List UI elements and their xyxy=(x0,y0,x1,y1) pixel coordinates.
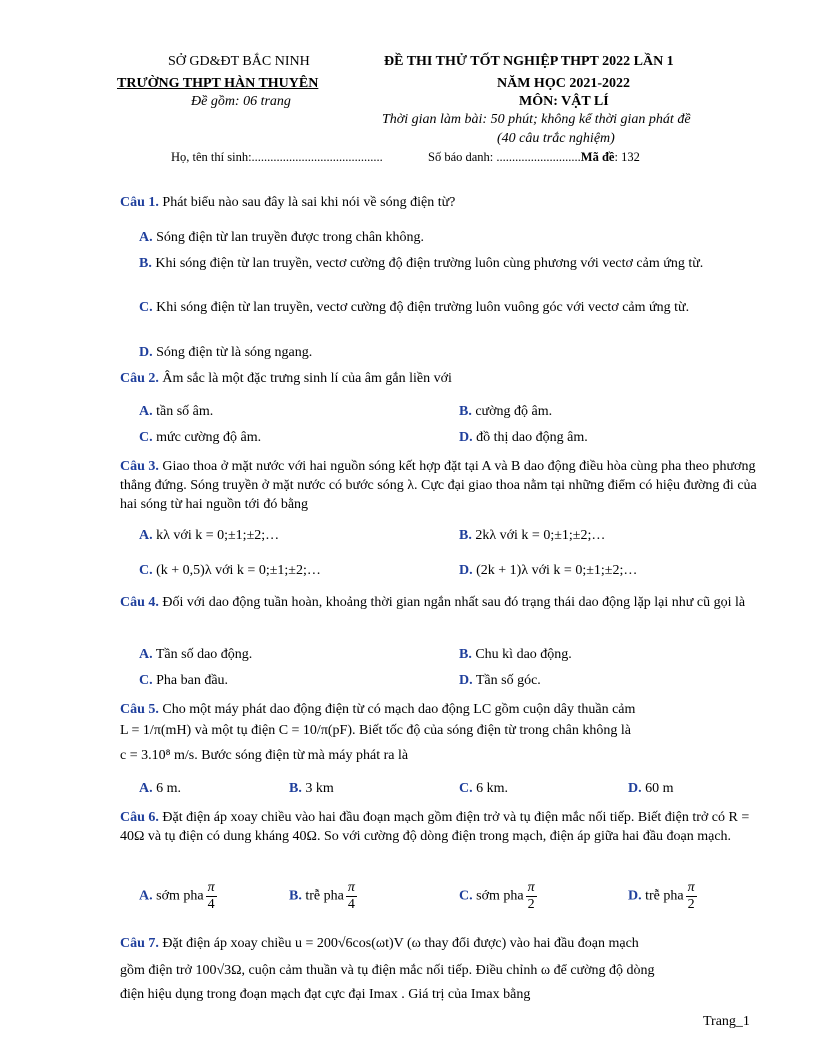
question-7-line-3: điện hiệu dụng trong đoạn mạch đạt cực đại Imax . Giá trị của Imax bằng xyxy=(120,987,531,1002)
question-6-option-b: B. trễ pha $\frac{\pi}{4}$ xyxy=(289,880,355,912)
question-1-option-a: A. Sóng điện từ lan truyền được trong chân không. xyxy=(139,230,425,245)
question-4-option-b: B. Chu kì dao động. xyxy=(459,647,572,662)
question-1-option-b: B. Khi sóng điện từ lan truyền, vectơ cường độ điện trường luôn cùng phương với vectơ cảm ứng từ. xyxy=(139,256,704,271)
question-5-line-3: c = 3.10⁸ m/s. Bước sóng điện từ mà máy phát ra là xyxy=(120,748,409,763)
question-2: Câu 2. Âm sắc là một đặc trưng sinh lí của âm gắn liền với xyxy=(120,371,452,386)
question-4-option-a: A. Tần số dao động. xyxy=(139,647,253,662)
question-1-label: Câu 1. xyxy=(120,195,159,210)
question-3-option-b: B. 2kλ với k = 0;±1;±2;… xyxy=(459,528,606,543)
pi-over-4-fraction: $\frac{\pi}{4}$ xyxy=(347,880,355,912)
question-2-option-c: C. mức cường độ âm. xyxy=(139,430,262,445)
school-year: NĂM HỌC 2021-2022 xyxy=(497,76,630,91)
question-3-option-d: D. (2k + 1)λ với k = 0;±1;±2;… xyxy=(459,563,638,578)
time-limit: Thời gian làm bài: 50 phút; không kể thời gian phát đề xyxy=(382,112,691,127)
question-6-option-a: A. sớm pha $\frac{\pi}{4}$ xyxy=(139,880,215,912)
pi-over-4-fraction: $\frac{\pi}{4}$ xyxy=(207,880,215,912)
question-4-option-c: C. Pha ban đầu. xyxy=(139,673,229,688)
question-4-option-d: D. Tần số góc. xyxy=(459,673,541,688)
question-count: (40 câu trắc nghiệm) xyxy=(497,131,615,146)
question-5-option-a: A. 6 m. xyxy=(139,781,182,796)
question-6-option-d: D. trễ pha $\frac{\pi}{2}$ xyxy=(628,880,695,912)
school-name: TRƯỜNG THPT HÀN THUYÊN xyxy=(117,76,319,91)
student-id-label: Số báo danh: ........................... xyxy=(428,150,581,164)
question-1 xyxy=(120,193,760,212)
question-7: Câu 7. Đặt điện áp xoay chiều u = 200√6cos(ωt)V (ω thay đổi được) vào hai đầu đoạn mạch xyxy=(120,936,639,951)
question-2-option-a: A. tần số âm. xyxy=(139,404,214,419)
question-5-option-d: D. 60 m xyxy=(628,781,674,796)
question-5-option-b: B. 3 km xyxy=(289,781,334,796)
question-2-option-b: B. cường độ âm. xyxy=(459,404,553,419)
exam-code-label: Mã đề xyxy=(580,150,615,164)
question-1-text: Phát biểu nào sau đây là sai khi nói về sóng điện từ? xyxy=(158,195,456,210)
page-count: Đề gồm: 06 trang xyxy=(191,94,291,109)
question-3-option-a: A. kλ với k = 0;±1;±2;… xyxy=(139,528,280,543)
question-5: Câu 5. Cho một máy phát dao động điện từ có mạch dao động LC gồm cuộn dây thuần cảm xyxy=(120,702,636,717)
exam-title: ĐỀ THI THỬ TỐT NGHIỆP THPT 2022 LẦN 1 xyxy=(384,54,674,69)
question-7-line-2: gồm điện trở 100√3Ω, cuộn cảm thuần và tụ điện mắc nối tiếp. Điều chỉnh ω để cường độ dòng xyxy=(120,963,655,978)
question-2-option-d: D. đồ thị dao động âm. xyxy=(459,430,588,445)
question-5-line-2: L = 1/π(mH) và một tụ điện C = 10/π(pF). Biết tốc độ của sóng điện từ trong chân không là xyxy=(120,723,631,738)
page-number: Trang_1 xyxy=(703,1014,750,1029)
exam-code-value: : 132 xyxy=(614,150,640,164)
question-5-option-c: C. 6 km. xyxy=(459,781,509,796)
question-4: Câu 4. Đối với dao động tuần hoàn, khoảng thời gian ngắn nhất sau đó trạng thái dao động lặp lại như cũ gọi là xyxy=(120,595,746,610)
question-6: Câu 6. Đặt điện áp xoay chiều vào hai đầu đoạn mạch gồm điện trở và tụ điện mắc nối tiếp. Biết điện trở có R = 40Ω và tụ điện có dung kháng 40Ω. So với cường độ dòng điện trong mạch, điện áp giữa hai đầu đoạn mạch. xyxy=(120,810,750,844)
subject: MÔN: VẬT LÍ xyxy=(519,94,609,109)
department-name: SỞ GD&ĐT BẮC NINH xyxy=(168,54,310,69)
question-3-option-c: C. (k + 0,5)λ với k = 0;±1;±2;… xyxy=(139,563,321,578)
pi-over-2-fraction: $\frac{\pi}{2}$ xyxy=(527,880,535,912)
question-3: Câu 3. Giao thoa ở mặt nước với hai nguồn sóng kết hợp đặt tại A và B dao động điều hòa cùng pha theo phương thẳng đứng. Sóng truyền ở mặt nước có bước sóng λ. Cực đại giao thoa nằm tại những điểm có hiệu đường đi của hai sóng từ hai nguồn tới đó bằng xyxy=(120,459,757,512)
pi-over-2-fraction: $\frac{\pi}{2}$ xyxy=(687,880,695,912)
student-id-line xyxy=(428,150,640,165)
question-6-option-c: C. sớm pha $\frac{\pi}{2}$ xyxy=(459,880,535,912)
question-1-option-d: D. Sóng điện từ là sóng ngang. xyxy=(139,345,313,360)
student-name-line: Họ, tên thí sinh:.......................................... xyxy=(171,150,383,164)
question-1-option-c: C. Khi sóng điện từ lan truyền, vectơ cường độ điện trường luôn vuông góc với vectơ cảm ứng từ. xyxy=(139,300,690,315)
